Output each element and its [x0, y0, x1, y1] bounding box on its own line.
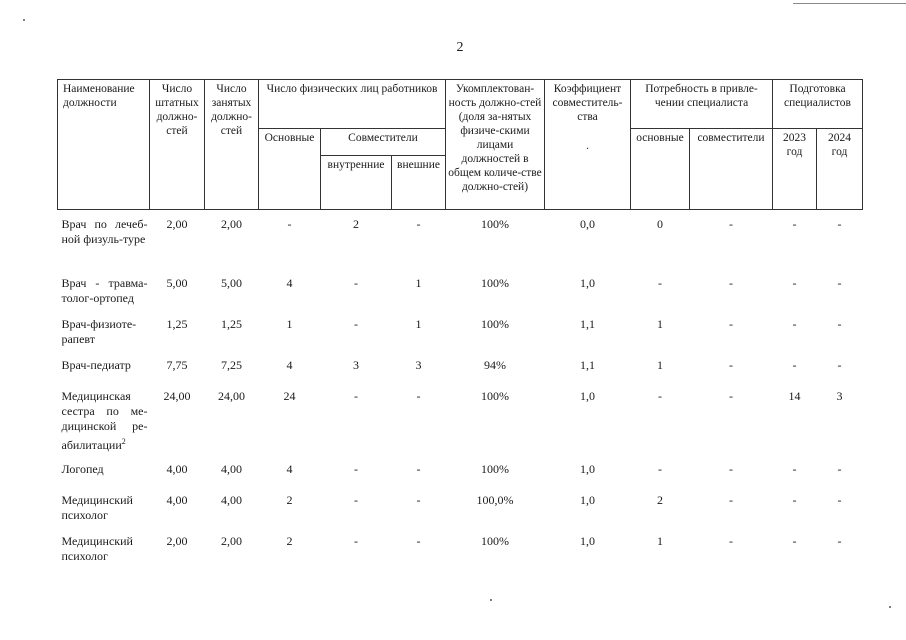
- position-name-text: Врач-физиоте-рапевт: [61, 317, 137, 346]
- header-main: Основные: [259, 129, 321, 210]
- cell-2024: -: [837, 358, 842, 372]
- position-name-text: Врач - травма-толог-ортопед: [61, 276, 148, 305]
- cell-need-main: 1: [657, 358, 663, 372]
- cell-external: -: [416, 493, 421, 507]
- cell-2024: -: [837, 534, 842, 548]
- header-coefficient-label: Коэффициент совместитель-ства: [552, 83, 623, 123]
- cell-2024: -: [837, 462, 842, 476]
- header-occupied-units: Число занятых должно-стей: [205, 80, 259, 210]
- cell-2024: -: [837, 493, 842, 507]
- table-row: [58, 269, 863, 310]
- header-training: Подготовка специалистов: [773, 80, 863, 129]
- table-row: [58, 210, 863, 270]
- cell-internal: -: [354, 493, 358, 507]
- cell-need-part: -: [729, 217, 733, 231]
- cell-external: -: [416, 217, 421, 231]
- cell-position-name: [58, 382, 150, 455]
- cell-need-main: -: [658, 462, 662, 476]
- cell-2023: 14: [788, 389, 801, 403]
- cell-staffing: 100%: [481, 389, 509, 403]
- cell-2024: -: [837, 217, 842, 231]
- cell-need-main: 1: [657, 534, 663, 548]
- cell-need-part: -: [729, 358, 733, 372]
- page-number: 2: [456, 40, 464, 55]
- table-row: [58, 382, 863, 455]
- cell-need-part: -: [729, 389, 733, 403]
- cell-need-part: -: [729, 534, 733, 548]
- cell-main: 24: [283, 389, 296, 403]
- cell-staffing: 100%: [481, 534, 509, 548]
- position-name-text: Врач по лечеб-ной физуль-туре: [61, 217, 148, 246]
- position-name-text: Медицинская сестра по ме-дицинской ре-абилитации$^2$: [61, 389, 148, 452]
- cell-coefficient: 1,0: [580, 389, 595, 403]
- cell-need-main: -: [658, 276, 662, 290]
- header-position: Наименование должности: [58, 80, 150, 210]
- cell-staff-units: 2,00: [166, 217, 188, 231]
- cell-occupied-units: 1,25: [221, 317, 242, 331]
- scan-speck: [889, 606, 891, 608]
- cell-internal: 3: [353, 358, 359, 372]
- cell-occupied-units: 4,00: [221, 493, 242, 507]
- scan-speck: [23, 19, 25, 21]
- table-row: [58, 527, 863, 568]
- cell-2023: -: [792, 493, 797, 507]
- cell-need-part: -: [729, 493, 733, 507]
- cell-external: -: [416, 534, 421, 548]
- cell-staff-units: 24,00: [163, 389, 191, 403]
- cell-main: 1: [286, 317, 293, 331]
- cell-main: 2: [286, 493, 293, 507]
- cell-staffing: 94%: [484, 358, 506, 372]
- header-staff-units: Число штатных должно-стей: [150, 80, 205, 210]
- cell-occupied-units: 5,00: [221, 276, 242, 290]
- cell-position-name: [58, 351, 150, 382]
- cell-position-name: [58, 527, 150, 568]
- cell-internal: -: [354, 389, 358, 403]
- position-name-text: Логопед: [61, 462, 104, 476]
- cell-coefficient: 1,1: [580, 358, 595, 372]
- scan-speck: [490, 599, 492, 601]
- cell-coefficient: 0,0: [580, 217, 595, 231]
- cell-staffing: 100%: [481, 317, 509, 331]
- cell-external: -: [416, 462, 421, 476]
- header-internal: внутренние: [321, 156, 392, 210]
- header-year-2024: 2024 год: [817, 129, 863, 210]
- header-need: Потребность в привле-чении специалиста: [631, 80, 773, 129]
- cell-2024: -: [837, 276, 842, 290]
- cell-internal: -: [354, 317, 358, 331]
- cell-2024: -: [837, 317, 842, 331]
- cell-coefficient: 1,0: [580, 534, 595, 548]
- cell-2023: -: [792, 217, 797, 231]
- header-staffing: Укомплектован-ность должно-стей (доля за-нятых физиче-скими лицами должностей в общем количе-стве должно-стей): [446, 80, 545, 210]
- cell-2023: -: [792, 317, 797, 331]
- footnote-marker: 2: [121, 437, 126, 446]
- cell-position-name: [58, 486, 150, 527]
- table-row: [58, 455, 863, 486]
- header-year-2023: 2023 год: [773, 129, 817, 210]
- cell-internal: -: [354, 276, 358, 290]
- header-coefficient-dot: ·: [585, 143, 590, 155]
- cell-position-name: [58, 210, 150, 270]
- cell-internal: -: [354, 534, 358, 548]
- cell-internal: 2: [353, 217, 359, 231]
- cell-position-name: [58, 269, 150, 310]
- cell-need-part: -: [729, 276, 733, 290]
- cell-position-name: [58, 455, 150, 486]
- cell-need-part: -: [729, 462, 733, 476]
- position-name-text: Медицинский психолог: [61, 493, 133, 522]
- cell-2023: -: [792, 358, 797, 372]
- table-row: [58, 486, 863, 527]
- cell-coefficient: 1,0: [580, 493, 595, 507]
- cell-staff-units: 7,75: [166, 358, 188, 372]
- cell-main: 2: [286, 534, 293, 548]
- header-part-timers: Совместители: [321, 129, 446, 156]
- cell-2023: -: [792, 462, 797, 476]
- cell-external: 1: [415, 317, 422, 331]
- header-individuals: Число физических лиц работников: [259, 80, 446, 129]
- cell-occupied-units: 4,00: [221, 462, 242, 476]
- cell-occupied-units: 7,25: [221, 358, 242, 372]
- cell-staff-units: 4,00: [166, 493, 188, 507]
- cell-staff-units: 5,00: [166, 276, 188, 290]
- cell-need-main: 0: [657, 217, 663, 231]
- cell-staffing: 100%: [481, 276, 509, 290]
- cell-staff-units: 2,00: [166, 534, 188, 548]
- position-name-text: Медицинский психолог: [61, 534, 133, 563]
- cell-need-part: -: [729, 317, 733, 331]
- cell-staffing: 100%: [481, 462, 509, 476]
- cell-staff-units: 1,25: [166, 317, 188, 331]
- cell-internal: -: [354, 462, 358, 476]
- cell-need-main: -: [658, 389, 662, 403]
- header-coefficient: [545, 80, 631, 210]
- cell-external: -: [416, 389, 421, 403]
- table-row: [58, 351, 863, 382]
- cell-coefficient: 1,0: [580, 276, 595, 290]
- position-name-text: Врач-педиатр: [61, 358, 131, 372]
- cell-external: 3: [415, 358, 422, 372]
- cell-need-main: 2: [657, 493, 663, 507]
- cell-coefficient: 1,0: [580, 462, 595, 476]
- table-row: [58, 310, 863, 351]
- cell-main: -: [287, 217, 292, 231]
- cell-staffing: 100,0%: [476, 493, 514, 507]
- cell-occupied-units: 2,00: [221, 217, 242, 231]
- cell-position-name: [58, 310, 150, 351]
- cell-2023: -: [792, 276, 797, 290]
- header-external: внешние: [392, 156, 446, 210]
- cell-occupied-units: 2,00: [221, 534, 242, 548]
- cell-occupied-units: 24,00: [218, 389, 245, 403]
- cell-main: 4: [286, 276, 293, 290]
- cell-main: 4: [286, 462, 293, 476]
- cell-staffing: 100%: [481, 217, 509, 231]
- header-need-part: совместители: [690, 129, 773, 210]
- cell-need-main: 1: [657, 317, 663, 331]
- cell-coefficient: 1,1: [580, 317, 595, 331]
- table-body: [58, 210, 863, 569]
- staffing-table: [57, 79, 863, 568]
- header-need-main: основные: [631, 129, 690, 210]
- cell-2023: -: [792, 534, 797, 548]
- cell-main: 4: [286, 358, 293, 372]
- cell-2024: 3: [836, 389, 843, 403]
- cell-external: 1: [415, 276, 422, 290]
- top-edge-rule: [793, 3, 906, 4]
- cell-staff-units: 4,00: [166, 462, 188, 476]
